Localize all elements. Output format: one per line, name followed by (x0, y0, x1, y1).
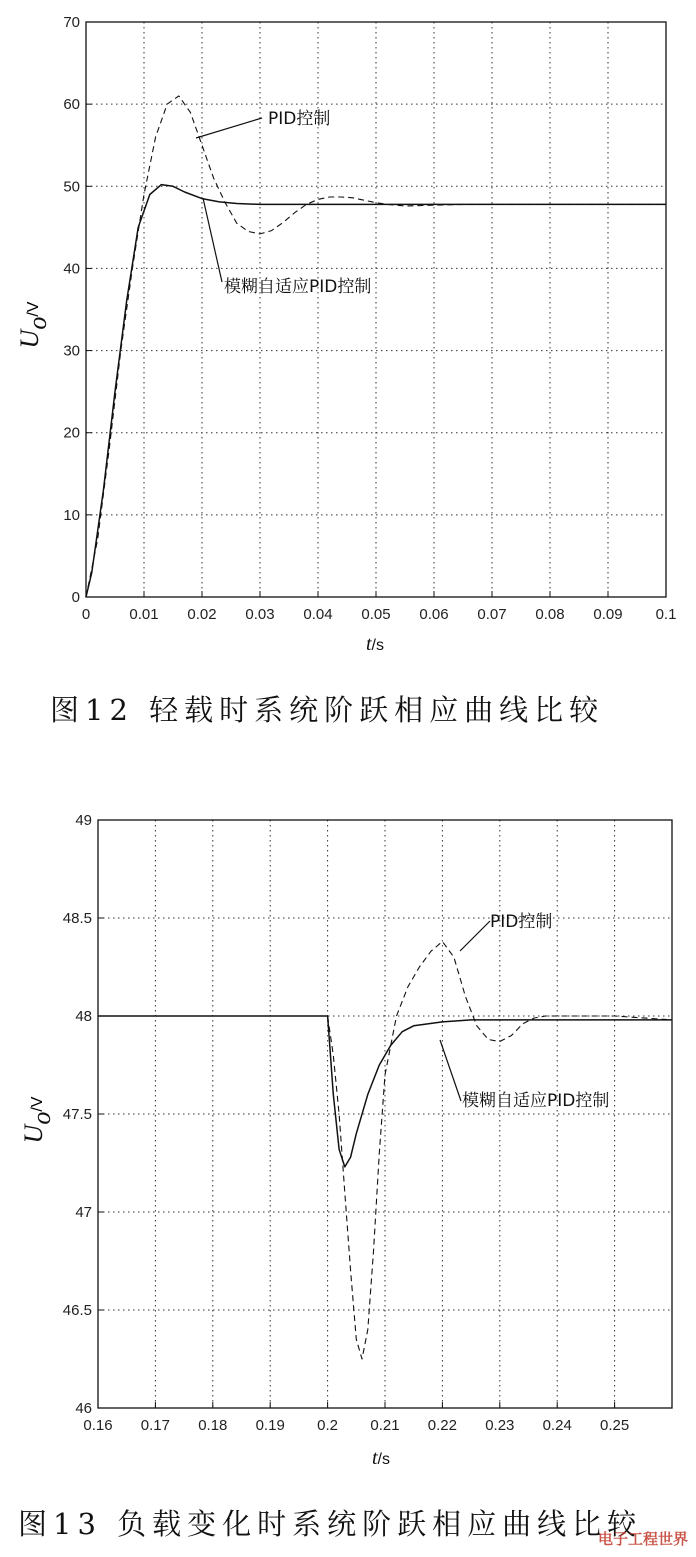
x-tick-label: 0.16 (83, 1417, 113, 1434)
x-tick-label: 0.02 (187, 606, 217, 623)
x-tick-label: 0.1 (655, 606, 677, 623)
x-tick-label: 0.09 (593, 606, 623, 623)
y-tick-label: 10 (63, 506, 80, 524)
chart-fig12-light-load-step-response (0, 0, 696, 660)
annotation-label: PID控制 (490, 912, 553, 932)
x-axis-label: t/s (371, 1447, 391, 1469)
x-tick-label: 0.21 (370, 1417, 400, 1434)
x-tick-label: 0.01 (129, 606, 159, 623)
y-tick-label: 46.5 (62, 1302, 92, 1319)
y-tick-label: 60 (63, 96, 80, 114)
x-tick-label: 0.2 (317, 1417, 339, 1434)
x-tick-label: 0.18 (198, 1417, 228, 1434)
y-tick-label: 0 (71, 589, 80, 606)
y-tick-label: 30 (63, 342, 80, 360)
figure-13-caption: 图13 负载变化时系统阶跃相应曲线比较 (18, 1507, 643, 1541)
y-tick-label: 49 (75, 812, 92, 829)
x-axis-label: t/s (365, 633, 385, 655)
annotation-label: PID控制 (268, 109, 331, 129)
x-tick-label: 0.24 (542, 1417, 572, 1434)
annotation-label: 模糊自适应PID控制 (224, 277, 372, 297)
y-tick-label: 20 (63, 424, 80, 442)
y-tick-label: 70 (63, 14, 80, 31)
y-tick-label: 40 (63, 260, 80, 278)
x-tick-label: 0 (81, 606, 91, 623)
x-tick-label: 0.23 (485, 1417, 515, 1434)
y-tick-label: 46 (75, 1400, 92, 1417)
y-tick-label: 47 (75, 1204, 92, 1221)
y-tick-label: 47.5 (62, 1106, 92, 1123)
chart-fig13-load-change-step-response (0, 800, 696, 1480)
figure-12-caption: 图12 轻载时系统阶跃相应曲线比较 (50, 693, 605, 727)
x-tick-label: 0.08 (535, 606, 565, 623)
y-tick-label: 48 (75, 1008, 92, 1025)
x-tick-label: 0.03 (245, 606, 275, 623)
site-watermark: 电子工程世界 (597, 1530, 688, 1548)
annotation-label: 模糊自适应PID控制 (462, 1091, 610, 1111)
x-tick-label: 0.04 (303, 606, 333, 623)
x-tick-label: 0.19 (255, 1417, 285, 1434)
y-axis-label: Uo/V (15, 301, 52, 349)
y-tick-label: 50 (63, 178, 80, 196)
y-tick-label: 48.5 (62, 910, 92, 927)
x-tick-label: 0.06 (419, 606, 449, 623)
x-tick-label: 0.05 (361, 606, 391, 623)
x-tick-label: 0.25 (599, 1417, 630, 1434)
x-tick-label: 0.17 (140, 1417, 171, 1434)
y-axis-label: Uo/V (19, 1096, 56, 1144)
x-tick-label: 0.22 (427, 1417, 458, 1434)
x-tick-label: 0.07 (477, 606, 507, 623)
